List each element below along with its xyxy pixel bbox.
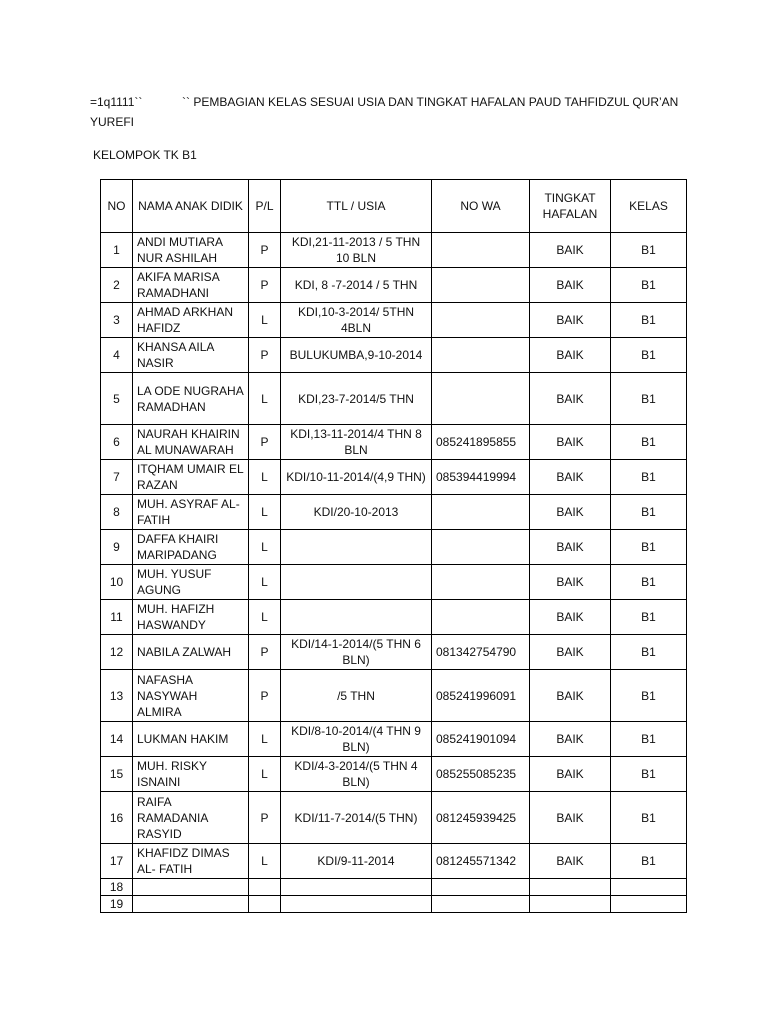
memorization-level-cell <box>530 896 611 913</box>
memorization-level-cell: BAIK <box>530 670 611 722</box>
whatsapp-number-cell <box>432 879 530 896</box>
whatsapp-number-cell <box>432 565 530 600</box>
class-code-cell: B1 <box>611 844 687 879</box>
whatsapp-number-cell: 085255085235 <box>432 757 530 792</box>
birth-place-age-cell: KDI/11-7-2014/(5 THN) <box>281 792 432 844</box>
class-code-cell: B1 <box>611 495 687 530</box>
table-row <box>101 600 687 635</box>
memorization-level-cell: BAIK <box>530 600 611 635</box>
row-number-cell: 2 <box>101 268 133 303</box>
birth-place-age-cell <box>281 600 432 635</box>
class-code-cell: B1 <box>611 600 687 635</box>
birth-place-age-cell <box>281 565 432 600</box>
birth-place-age-cell: BULUKUMBA,9-10-2014 <box>281 338 432 373</box>
header-gender: P/L <box>249 180 281 233</box>
birth-place-age-cell: KDI,23-7-2014/5 THN <box>281 373 432 425</box>
gender-code-cell: L <box>249 600 281 635</box>
whatsapp-number-cell: 085241996091 <box>432 670 530 722</box>
student-name-cell: ITQHAM UMAIR EL RAZAN <box>133 460 249 495</box>
table-row <box>101 303 687 338</box>
memorization-level-cell: BAIK <box>530 233 611 268</box>
gender-code-cell: L <box>249 495 281 530</box>
row-number-cell: 3 <box>101 303 133 338</box>
gender-code-cell: P <box>249 792 281 844</box>
class-code-cell: B1 <box>611 460 687 495</box>
group-label: KELOMPOK TK B1 <box>93 148 197 162</box>
row-number-cell: 9 <box>101 530 133 565</box>
birth-place-age-cell <box>281 896 432 913</box>
class-code-cell: B1 <box>611 268 687 303</box>
gender-code-cell: L <box>249 303 281 338</box>
whatsapp-number-cell: 081245939425 <box>432 792 530 844</box>
header-level: TINGKAT HAFALAN <box>530 180 611 233</box>
birth-place-age-cell: KDI/9-11-2014 <box>281 844 432 879</box>
class-code-cell <box>611 896 687 913</box>
class-code-cell: B1 <box>611 635 687 670</box>
birth-place-age-cell: KDI,13-11-2014/4 THN 8 BLN <box>281 425 432 460</box>
birth-place-age-cell: KDI/10-11-2014/(4,9 THN) <box>281 460 432 495</box>
memorization-level-cell: BAIK <box>530 338 611 373</box>
birth-place-age-cell: KDI, 8 -7-2014 / 5 THN <box>281 268 432 303</box>
memorization-level-cell: BAIK <box>530 565 611 600</box>
header-class: KELAS <box>611 180 687 233</box>
student-name-cell: DAFFA KHAIRI MARIPADANG <box>133 530 249 565</box>
table-row <box>101 670 687 722</box>
class-code-cell: B1 <box>611 670 687 722</box>
row-number-cell: 14 <box>101 722 133 757</box>
memorization-level-cell <box>530 879 611 896</box>
row-number-cell: 12 <box>101 635 133 670</box>
class-code-cell: B1 <box>611 792 687 844</box>
table-row <box>101 879 687 896</box>
row-number-cell: 17 <box>101 844 133 879</box>
student-name-cell: NAFASHA NASYWAH ALMIRA <box>133 670 249 722</box>
birth-place-age-cell: /5 THN <box>281 670 432 722</box>
memorization-level-cell: BAIK <box>530 722 611 757</box>
table-row <box>101 373 687 425</box>
student-name-cell: LUKMAN HAKIM <box>133 722 249 757</box>
student-name-cell: KHANSA AILA NASIR <box>133 338 249 373</box>
student-name-cell: AHMAD ARKHAN HAFIDZ <box>133 303 249 338</box>
memorization-level-cell: BAIK <box>530 757 611 792</box>
whatsapp-number-cell: 081342754790 <box>432 635 530 670</box>
student-name-cell: NABILA ZALWAH <box>133 635 249 670</box>
row-number-cell: 13 <box>101 670 133 722</box>
table-row <box>101 460 687 495</box>
gender-code-cell: L <box>249 460 281 495</box>
whatsapp-number-cell: 085394419994 <box>432 460 530 495</box>
class-code-cell: B1 <box>611 233 687 268</box>
class-code-cell: B1 <box>611 338 687 373</box>
birth-place-age-cell: KDI,21-11-2013 / 5 THN 10 BLN <box>281 233 432 268</box>
row-number-cell: 4 <box>101 338 133 373</box>
table-row <box>101 530 687 565</box>
student-name-cell: MUH. ASYRAF AL-FATIH <box>133 495 249 530</box>
birth-place-age-cell: KDI/20-10-2013 <box>281 495 432 530</box>
gender-code-cell: P <box>249 635 281 670</box>
class-code-cell: B1 <box>611 722 687 757</box>
memorization-level-cell: BAIK <box>530 425 611 460</box>
memorization-level-cell: BAIK <box>530 635 611 670</box>
student-name-cell: KHAFIDZ DIMAS AL- FATIH <box>133 844 249 879</box>
row-number-cell: 18 <box>101 879 133 896</box>
whatsapp-number-cell <box>432 896 530 913</box>
row-number-cell: 15 <box>101 757 133 792</box>
gender-code-cell: P <box>249 425 281 460</box>
student-name-cell: ANDI MUTIARA NUR ASHILAH <box>133 233 249 268</box>
row-number-cell: 8 <box>101 495 133 530</box>
header-no: NO <box>101 180 133 233</box>
heading-title: `` PEMBAGIAN KELAS SESUAI USIA DAN TINGKAT HAFALAN PAUD TAHFIDZUL QUR’AN YUREFI <box>90 95 679 129</box>
gender-code-cell: L <box>249 565 281 600</box>
birth-place-age-cell <box>281 879 432 896</box>
class-code-cell: B1 <box>611 565 687 600</box>
class-code-cell: B1 <box>611 303 687 338</box>
memorization-level-cell: BAIK <box>530 303 611 338</box>
row-number-cell: 7 <box>101 460 133 495</box>
memorization-level-cell: BAIK <box>530 460 611 495</box>
student-name-cell: MUH. HAFIZH HASWANDY <box>133 600 249 635</box>
gender-code-cell: L <box>249 757 281 792</box>
table-row <box>101 896 687 913</box>
table-header-row <box>101 180 687 233</box>
gender-code-cell: P <box>249 670 281 722</box>
student-name-cell <box>133 896 249 913</box>
student-name-cell <box>133 879 249 896</box>
row-number-cell: 1 <box>101 233 133 268</box>
class-code-cell: B1 <box>611 373 687 425</box>
birth-place-age-cell <box>281 530 432 565</box>
whatsapp-number-cell: 085241901094 <box>432 722 530 757</box>
class-code-cell: B1 <box>611 425 687 460</box>
table-row <box>101 757 687 792</box>
gender-code-cell <box>249 879 281 896</box>
table-row <box>101 338 687 373</box>
header-name: NAMA ANAK DIDIK <box>133 180 249 233</box>
table-row <box>101 565 687 600</box>
gender-code-cell: L <box>249 530 281 565</box>
birth-place-age-cell: KDI,10-3-2014/ 5THN 4BLN <box>281 303 432 338</box>
class-code-cell: B1 <box>611 757 687 792</box>
row-number-cell: 16 <box>101 792 133 844</box>
student-name-cell: MUH. RISKY ISNAINI <box>133 757 249 792</box>
birth-place-age-cell: KDI/4-3-2014/(5 THN 4 BLN) <box>281 757 432 792</box>
student-name-cell: RAIFA RAMADANIA RASYID <box>133 792 249 844</box>
table-row <box>101 233 687 268</box>
whatsapp-number-cell <box>432 303 530 338</box>
row-number-cell: 19 <box>101 896 133 913</box>
whatsapp-number-cell <box>432 233 530 268</box>
whatsapp-number-cell <box>432 338 530 373</box>
birth-place-age-cell: KDI/14-1-2014/(5 THN 6 BLN) <box>281 635 432 670</box>
class-roster-table <box>100 179 687 913</box>
table-row <box>101 495 687 530</box>
whatsapp-number-cell <box>432 600 530 635</box>
row-number-cell: 10 <box>101 565 133 600</box>
heading-prefix: =1q1111`` <box>90 95 143 109</box>
whatsapp-number-cell <box>432 495 530 530</box>
birth-place-age-cell: KDI/8-10-2014/(4 THN 9 BLN) <box>281 722 432 757</box>
whatsapp-number-cell: 081245571342 <box>432 844 530 879</box>
gender-code-cell: L <box>249 722 281 757</box>
whatsapp-number-cell <box>432 530 530 565</box>
student-name-cell: LA ODE NUGRAHA RAMADHAN <box>133 373 249 425</box>
memorization-level-cell: BAIK <box>530 530 611 565</box>
gender-code-cell: L <box>249 844 281 879</box>
memorization-level-cell: BAIK <box>530 792 611 844</box>
gender-code-cell: L <box>249 373 281 425</box>
memorization-level-cell: BAIK <box>530 268 611 303</box>
student-name-cell: AKIFA MARISA RAMADHANI <box>133 268 249 303</box>
memorization-level-cell: BAIK <box>530 844 611 879</box>
document-heading <box>90 92 710 132</box>
student-name-cell: MUH. YUSUF AGUNG <box>133 565 249 600</box>
memorization-level-cell: BAIK <box>530 495 611 530</box>
table-row <box>101 792 687 844</box>
gender-code-cell: P <box>249 233 281 268</box>
table-row <box>101 722 687 757</box>
whatsapp-number-cell: 085241895855 <box>432 425 530 460</box>
class-code-cell <box>611 879 687 896</box>
table-row <box>101 844 687 879</box>
table-row <box>101 425 687 460</box>
row-number-cell: 6 <box>101 425 133 460</box>
table-row <box>101 268 687 303</box>
row-number-cell: 11 <box>101 600 133 635</box>
whatsapp-number-cell <box>432 268 530 303</box>
whatsapp-number-cell <box>432 373 530 425</box>
gender-code-cell <box>249 896 281 913</box>
class-code-cell: B1 <box>611 530 687 565</box>
row-number-cell: 5 <box>101 373 133 425</box>
gender-code-cell: P <box>249 268 281 303</box>
table-row <box>101 635 687 670</box>
header-wa: NO WA <box>432 180 530 233</box>
header-ttl: TTL / USIA <box>281 180 432 233</box>
student-name-cell: NAURAH KHAIRIN AL MUNAWARAH <box>133 425 249 460</box>
memorization-level-cell: BAIK <box>530 373 611 425</box>
gender-code-cell: P <box>249 338 281 373</box>
